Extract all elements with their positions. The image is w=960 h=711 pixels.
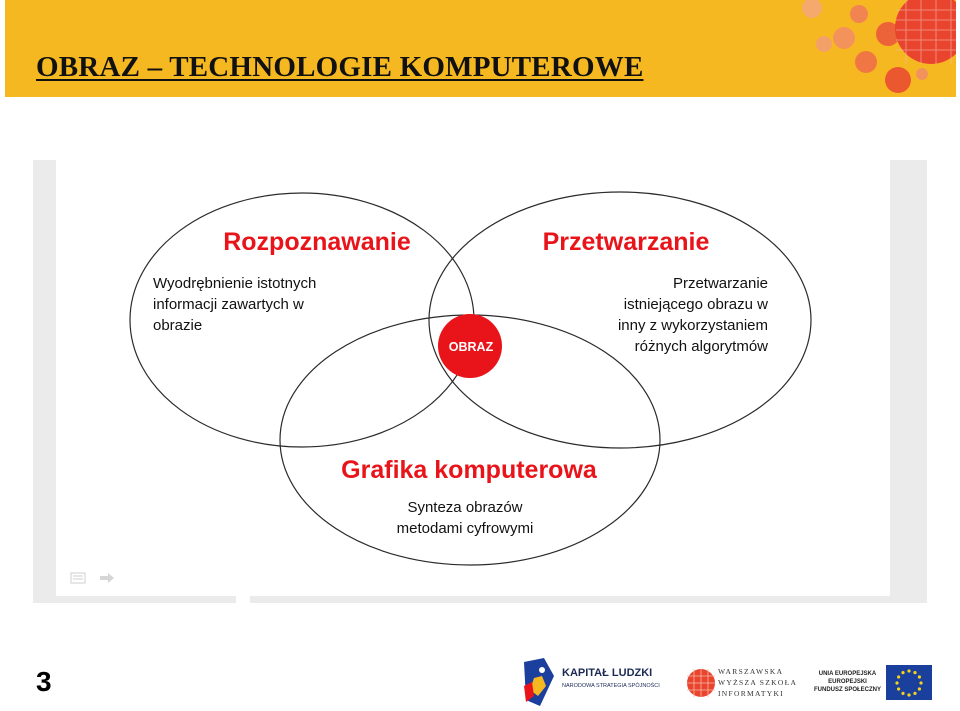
circle-desc-recognition-line-3: obrazie <box>153 317 203 334</box>
circle-desc-processing-line-1: Przetwarzanie <box>672 275 768 292</box>
wsi-logo-icon <box>686 668 716 698</box>
circle-desc-processing-line-2: istniejącego obrazu w <box>623 296 768 313</box>
eu-text: UNIA EUROPEJSKA EUROPEJSKI FUNDUSZ SPOŁECZNY <box>814 671 882 693</box>
circle-desc-recognition-line-1: Wyodrębnienie istotnych <box>153 275 317 292</box>
circle-desc-graphics-line-1: Synteza obrazów <box>407 499 523 516</box>
eu-flag-icon <box>886 665 932 700</box>
circle-desc-recognition-line-2: informacji zawartych w <box>153 296 304 313</box>
center-label: OBRAZ <box>448 340 494 354</box>
circle-title-processing: Przetwarzanie <box>542 228 710 256</box>
circle-title-recognition: Rozpoznawanie <box>223 228 411 256</box>
footer-logos <box>520 652 940 708</box>
notes-arrow-icon <box>70 570 120 586</box>
kapital-ludzki-title: KAPITAŁ LUDZKI <box>562 667 653 679</box>
circle-desc-processing-line-4: różnych algorytmów <box>634 338 768 355</box>
wsi-name: WARSZAWSKA WYŻSZA SZKOŁA INFORMATYKI <box>718 667 798 698</box>
slide-number: 3 <box>36 666 52 697</box>
kapital-ludzki-subtitle: NARODOWA STRATEGIA SPÓJNOŚCI <box>562 683 660 689</box>
circle-desc-graphics-line-2: metodami cyfrowymi <box>396 520 534 537</box>
page-title: OBRAZ – TECHNOLOGIE KOMPUTEROWE <box>36 51 644 83</box>
kapital-ludzki-logo-icon <box>520 656 558 708</box>
circle-title-graphics: Grafika komputerowa <box>341 456 597 484</box>
circle-desc-processing-line-3: inny z wykorzystaniem <box>617 317 768 334</box>
